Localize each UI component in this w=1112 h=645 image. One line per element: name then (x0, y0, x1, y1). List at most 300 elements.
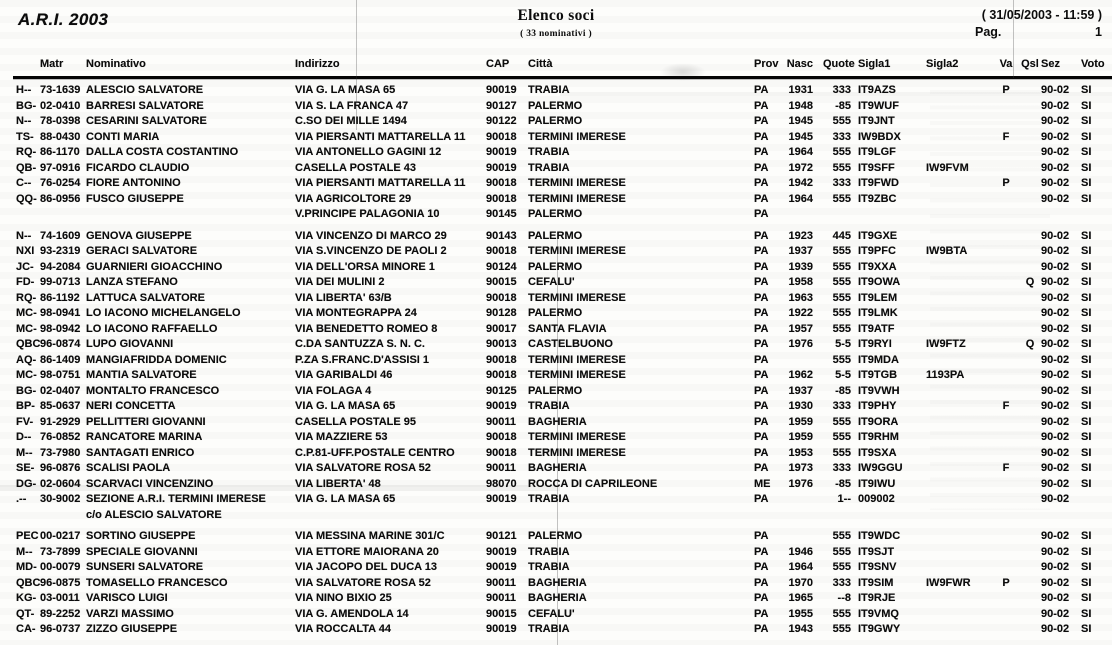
table-row (16, 529, 1111, 545)
cell-quote: 445 (832, 229, 851, 242)
cell-sigla1: IT9JNT (858, 115, 895, 127)
cell-sigla1: IT9LMK (858, 307, 898, 319)
cell-prefix: M-- (16, 545, 33, 558)
cell-prov: PA (754, 545, 769, 558)
cell-va: P (1002, 177, 1010, 189)
cell-prefix: MD- (16, 561, 37, 573)
cell-prov: PA (754, 192, 769, 205)
cell-citta: TRABIA (528, 161, 570, 174)
cell-cap: 90145 (486, 208, 517, 220)
cell-nominativo: MONTALTO FRANCESCO (86, 384, 220, 397)
cell-indirizzo: VIA PIERSANTI MATTARELLA 11 (295, 177, 466, 189)
cell-voto: SI (1081, 192, 1092, 205)
scan-smudge (660, 63, 706, 81)
scan-fold-line (557, 232, 558, 645)
cell-cap: 90019 (486, 623, 517, 635)
cell-nominativo: GUARNIERI GIOACCHINO (86, 260, 223, 273)
cell-sigla2: 1193PA (926, 369, 965, 381)
cell-matr: 76-0852 (40, 431, 81, 443)
cell-prov: PA (754, 307, 769, 319)
scan-fold-line (1013, 0, 1014, 78)
cell-sez: 90-02 (1041, 291, 1070, 304)
cell-cap: 90143 (486, 229, 517, 242)
cell-va: F (1002, 462, 1010, 474)
cell-sez: 90-02 (1041, 477, 1070, 490)
cell-cap: 90018 (486, 291, 517, 304)
col-header-indirizzo: Indirizzo (295, 58, 340, 70)
column-header-row (16, 57, 1111, 73)
cell-nasc: 1962 (788, 369, 813, 381)
cell-prefix: QBC (16, 338, 41, 350)
col-header-qsl: Qsl (1021, 58, 1039, 70)
cell-nasc: 1946 (788, 545, 813, 558)
page-label: Pag. (975, 25, 1002, 39)
cell-sigla1: IT9PHY (858, 400, 897, 412)
cell-voto: SI (1081, 576, 1092, 589)
cell-nominativo: MANTIA SALVATORE (86, 369, 197, 381)
cell-sez: 90-02 (1041, 353, 1070, 366)
cell-sez: 90-02 (1041, 607, 1070, 620)
cell-matr: 00-0217 (40, 530, 81, 542)
cell-nasc: 1964 (788, 192, 813, 205)
cell-indirizzo: C.P.81-UFF.POSTALE CENTRO (295, 446, 455, 459)
cell-sigla1: IT9GXE (858, 229, 898, 242)
cell-nominativo: GERACI SALVATORE (86, 245, 198, 257)
cell-voto: SI (1081, 177, 1092, 189)
cell-nominativo: SUNSERI SALVATORE (86, 561, 204, 573)
cell-nasc: 1970 (788, 576, 813, 589)
cell-nasc: 1953 (788, 446, 813, 459)
cell-cap: 90011 (486, 462, 516, 474)
cell-sigla2: IW9FWR (926, 576, 971, 589)
cell-citta: PALERMO (528, 530, 583, 542)
cell-sigla1: IT9XXA (858, 260, 897, 273)
cell-sigla1: IT9FWD (858, 177, 899, 189)
cell-quote: 555 (832, 260, 851, 273)
cell-matr: 76-0254 (40, 177, 81, 189)
cell-prov: PA (754, 369, 769, 381)
cell-nasc: 1965 (788, 592, 813, 604)
cell-prefix: M-- (16, 446, 33, 459)
cell-indirizzo: VIA G. LA MASA 65 (295, 84, 396, 96)
table-row (16, 591, 1111, 607)
cell-cap: 90018 (486, 177, 517, 189)
col-header-cap: CAP (486, 58, 510, 70)
cell-quote: 555 (832, 192, 851, 205)
cell-matr: 02-0604 (40, 477, 81, 490)
cell-citta: BAGHERIA (528, 592, 587, 604)
cell-indirizzo: VIA DELL'ORSA MINORE 1 (295, 260, 435, 273)
cell-matr: 02-0407 (40, 384, 81, 397)
cell-citta: SANTA FLAVIA (528, 322, 607, 335)
cell-nominativo: PELLITTERI GIOVANNI (86, 415, 206, 428)
cell-sigla1: IW9BDX (858, 130, 901, 143)
cell-citta: TERMINI IMERESE (528, 245, 626, 257)
cell-nasc: 1957 (788, 322, 813, 335)
cell-prov: PA (754, 130, 769, 143)
cell-indirizzo: C.SO DEI MILLE 1494 (295, 115, 407, 127)
cell-citta: CASTELBUONO (528, 338, 613, 350)
cell-prefix: DG- (16, 477, 37, 490)
col-header-nominativo: Nominativo (86, 58, 146, 70)
cell-nasc: 1964 (788, 146, 813, 158)
cell-nasc: 1976 (788, 338, 813, 350)
cell-qsl: Q (1025, 276, 1035, 288)
cell-voto: SI (1081, 431, 1092, 443)
cell-prefix: AQ- (16, 353, 37, 366)
cell-citta: ROCCA DI CAPRILEONE (528, 477, 658, 490)
cell-citta: PALERMO (528, 229, 583, 242)
cell-nasc: 1943 (788, 623, 813, 635)
cell-cap: 90018 (486, 431, 517, 443)
cell-voto: SI (1081, 353, 1092, 366)
col-header-voto: Voto (1081, 58, 1105, 70)
cell-nominativo: LANZA STEFANO (86, 276, 178, 288)
cell-sez: 90-02 (1041, 415, 1070, 428)
cell-quote: 5-5 (835, 338, 851, 350)
cell-prefix: QQ- (16, 192, 37, 205)
cell-quote: 555 (832, 623, 851, 635)
cell-matr: 93-2319 (40, 245, 81, 257)
cell-indirizzo: VIA SALVATORE ROSA 52 (295, 462, 431, 474)
cell-matr: 74-1609 (40, 229, 81, 242)
col-header-quote: Quote (823, 58, 855, 70)
cell-citta: BAGHERIA (528, 462, 587, 474)
cell-voto: SI (1081, 84, 1092, 96)
cell-voto: SI (1081, 415, 1092, 428)
cell-nominativo: c/o ALESCIO SALVATORE (86, 508, 222, 521)
cell-sigla1: IT9WDC (858, 530, 901, 542)
scan-smudge (930, 90, 1050, 510)
cell-prov: PA (754, 177, 769, 189)
col-header-matr: Matr (40, 58, 64, 70)
report-meta (887, 8, 1102, 39)
cell-quote: 555 (832, 307, 851, 319)
cell-nasc: 1931 (788, 84, 813, 96)
cell-matr: 02-0410 (40, 99, 81, 112)
cell-citta: PALERMO (528, 115, 583, 127)
cell-quote: 5-5 (835, 369, 851, 381)
cell-matr: 73-7899 (40, 545, 81, 558)
cell-citta: TERMINI IMERESE (528, 369, 626, 381)
cell-quote: 333 (832, 130, 851, 143)
cell-matr: 91-2929 (40, 415, 81, 428)
header-divider (13, 76, 1112, 79)
member-count: ( 33 nominativi ) (520, 29, 592, 39)
cell-quote: -85 (835, 384, 851, 397)
cell-voto: SI (1081, 161, 1092, 174)
cell-indirizzo: VIA S.VINCENZO DE PAOLI 2 (295, 245, 447, 257)
cell-indirizzo: CASELLA POSTALE 43 (295, 161, 417, 174)
cell-nasc: 1958 (788, 276, 813, 288)
cell-sez: 90-02 (1041, 338, 1070, 350)
cell-prefix: D-- (16, 431, 32, 443)
cell-nominativo: NERI CONCETTA (86, 400, 176, 412)
cell-voto: SI (1081, 607, 1092, 620)
cell-qsl: Q (1025, 338, 1035, 350)
cell-prefix: RQ- (16, 146, 37, 158)
cell-citta: CEFALU' (528, 276, 575, 288)
cell-sigla1: IT9ORA (858, 415, 899, 428)
page-number: 1 (1095, 25, 1102, 39)
cell-sez: 90-02 (1041, 322, 1070, 335)
cell-prov: PA (754, 260, 769, 273)
col-header-va: Va (999, 58, 1013, 70)
cell-indirizzo: VIA S. LA FRANCA 47 (295, 99, 409, 112)
cell-prov: PA (754, 400, 769, 412)
cell-sez: 90-02 (1041, 177, 1070, 189)
cell-sigla1: IT9SIM (858, 576, 894, 589)
cell-prov: ME (754, 477, 771, 490)
cell-matr: 98-0942 (40, 322, 81, 335)
cell-prov: PA (754, 276, 769, 288)
table-row (16, 622, 1111, 638)
cell-prefix: MC- (16, 369, 37, 381)
cell-quote: 555 (832, 415, 851, 428)
cell-nasc: 1942 (788, 177, 813, 189)
cell-matr: 86-0956 (40, 192, 81, 205)
cell-nominativo: FUSCO GIUSEPPE (86, 192, 184, 205)
cell-voto: SI (1081, 561, 1092, 573)
cell-nominativo: VARZI MASSIMO (86, 607, 174, 620)
cell-sez: 90-02 (1041, 561, 1070, 573)
cell-citta: TRABIA (528, 493, 570, 505)
cell-indirizzo: C.DA SANTUZZA S. N. C. (295, 338, 425, 350)
cell-nominativo: FICARDO CLAUDIO (86, 161, 190, 174)
cell-sigla1: IT9TGB (858, 369, 898, 381)
cell-voto: SI (1081, 130, 1092, 143)
cell-prefix: SE- (16, 462, 35, 474)
cell-prefix: N-- (16, 229, 32, 242)
cell-prov: PA (754, 415, 769, 428)
cell-prefix: .-- (16, 493, 27, 505)
cell-nominativo: SORTINO GIUSEPPE (86, 530, 196, 542)
cell-nominativo: SCALISI PAOLA (86, 462, 171, 474)
cell-sigla1: IT9VMQ (858, 607, 899, 620)
cell-voto: SI (1081, 623, 1092, 635)
cell-cap: 90013 (486, 338, 517, 350)
col-header-prov: Prov (754, 58, 779, 70)
cell-cap: 90019 (486, 161, 517, 174)
cell-indirizzo: VIA G. AMENDOLA 14 (295, 607, 409, 620)
cell-nasc: 1945 (788, 115, 813, 127)
cell-voto: SI (1081, 245, 1092, 257)
cell-nominativo: CESARINI SALVATORE (86, 115, 207, 127)
cell-matr: 86-1170 (40, 146, 80, 158)
col-header-sigla2: Sigla2 (926, 58, 959, 70)
cell-indirizzo: VIA MAZZIERE 53 (295, 431, 388, 443)
cell-sez: 90-02 (1041, 84, 1070, 96)
cell-quote: 333 (832, 84, 851, 96)
cell-cap: 90019 (486, 561, 517, 573)
table-row (16, 576, 1111, 592)
cell-indirizzo: CASELLA POSTALE 95 (295, 415, 417, 428)
cell-voto: SI (1081, 462, 1092, 474)
cell-quote: 555 (832, 146, 851, 158)
cell-nasc: 1964 (788, 561, 813, 573)
cell-quote: 555 (832, 561, 851, 573)
cell-voto: SI (1081, 446, 1092, 459)
cell-quote: 555 (832, 545, 851, 558)
cell-indirizzo: VIA BENEDETTO ROMEO 8 (295, 322, 438, 335)
cell-quote: 555 (832, 353, 851, 366)
cell-nominativo: ZIZZO GIUSEPPE (86, 623, 178, 635)
cell-prov: PA (754, 245, 769, 257)
scan-streak (560, 92, 1112, 96)
cell-matr: 78-0398 (40, 115, 81, 127)
cell-prov: PA (754, 99, 769, 112)
cell-prefix: TS- (16, 130, 34, 143)
cell-quote: 555 (832, 291, 851, 304)
cell-nominativo: ALESCIO SALVATORE (86, 84, 204, 96)
cell-cap: 98070 (486, 477, 517, 490)
cell-va: P (1002, 84, 1010, 96)
cell-voto: SI (1081, 276, 1092, 288)
cell-quote: 555 (832, 322, 851, 335)
cell-nominativo: SCARVACI VINCENZINO (86, 477, 214, 490)
cell-nominativo: SPECIALE GIOVANNI (86, 545, 198, 558)
cell-quote: 555 (832, 161, 851, 174)
cell-prov: PA (754, 161, 769, 174)
cell-cap: 90017 (486, 322, 517, 335)
cell-prov: PA (754, 561, 769, 573)
cell-prov: PA (754, 607, 769, 620)
cell-sigla1: IT9OWA (858, 276, 901, 288)
col-header-citta: Città (528, 58, 553, 70)
cell-cap: 90015 (486, 276, 517, 288)
cell-indirizzo: VIA JACOPO DEL DUCA 13 (295, 561, 438, 573)
cell-prefix: QB- (16, 161, 37, 174)
cell-sigla1: IT9MDA (858, 353, 899, 366)
cell-matr: 99-0713 (40, 276, 81, 288)
cell-sigla1: 009002 (858, 493, 895, 505)
cell-voto: SI (1081, 146, 1092, 158)
cell-sez: 90-02 (1041, 192, 1070, 205)
cell-voto: SI (1081, 307, 1092, 319)
cell-cap: 90122 (486, 115, 517, 127)
cell-sez: 90-02 (1041, 307, 1070, 319)
cell-prefix: MC- (16, 307, 37, 319)
cell-sigla1: IT9WUF (858, 99, 899, 112)
cell-indirizzo: VIA LIBERTA' 63/B (295, 291, 392, 304)
cell-quote: 555 (832, 530, 851, 542)
cell-matr: 88-0430 (40, 130, 81, 143)
cell-nasc: 1963 (788, 291, 813, 304)
cell-quote: 333 (832, 462, 851, 474)
cell-indirizzo: VIA SALVATORE ROSA 52 (295, 576, 431, 589)
cell-citta: TRABIA (528, 561, 570, 573)
cell-nasc: 1972 (788, 161, 813, 174)
cell-sez: 90-02 (1041, 161, 1070, 174)
cell-prov: PA (754, 146, 769, 158)
cell-sigla2: IW9FVM (926, 161, 969, 174)
cell-prov: PA (754, 322, 769, 335)
cell-indirizzo: VIA G. LA MASA 65 (295, 400, 396, 412)
scan-streak (0, 485, 560, 491)
cell-nominativo: LATTUCA SALVATORE (86, 291, 205, 304)
cell-cap: 90019 (486, 493, 517, 505)
cell-cap: 90018 (486, 192, 517, 205)
cell-voto: SI (1081, 369, 1092, 381)
cell-indirizzo: VIA FOLAGA 4 (295, 384, 372, 397)
cell-matr: 96-0874 (40, 338, 81, 350)
cell-indirizzo: VIA DEI MULINI 2 (295, 276, 385, 288)
cell-quote: -85 (835, 477, 851, 490)
cell-sigla2: IW9BTA (926, 245, 968, 257)
cell-indirizzo: VIA ANTONELLO GAGINI 12 (295, 146, 442, 158)
cell-voto: SI (1081, 229, 1092, 242)
cell-nominativo: VARISCO LUIGI (86, 592, 168, 604)
cell-nasc: 1959 (788, 415, 813, 428)
cell-sigla1: IT9SXA (858, 446, 897, 459)
cell-indirizzo: VIA ROCCALTA 44 (295, 623, 391, 635)
cell-cap: 90011 (486, 592, 516, 604)
cell-prov: PA (754, 576, 769, 589)
cell-cap: 90018 (486, 369, 517, 381)
cell-sigla1: IT9LGF (858, 146, 896, 158)
cell-prefix: FD- (16, 276, 35, 288)
cell-voto: SI (1081, 338, 1092, 350)
cell-indirizzo: VIA G. LA MASA 65 (295, 493, 396, 505)
cell-citta: BAGHERIA (528, 576, 587, 589)
cell-cap: 90124 (486, 260, 517, 273)
cell-nominativo: DALLA COSTA COSTANTINO (86, 146, 239, 158)
cell-voto: SI (1081, 260, 1092, 273)
cell-voto: SI (1081, 592, 1092, 604)
cell-nominativo: CONTI MARIA (86, 130, 160, 143)
cell-cap: 90128 (486, 307, 517, 319)
cell-cap: 90125 (486, 384, 517, 397)
cell-prov: PA (754, 592, 769, 604)
cell-sez: 90-02 (1041, 99, 1070, 112)
cell-nominativo: TOMASELLO FRANCESCO (86, 576, 228, 589)
cell-matr: 30-9002 (40, 493, 81, 505)
cell-citta: TRABIA (528, 400, 570, 412)
cell-citta: TERMINI IMERESE (528, 192, 626, 205)
cell-cap: 90121 (486, 530, 517, 542)
cell-sigla1: IT9LEM (858, 291, 898, 304)
cell-sez: 90-02 (1041, 623, 1070, 635)
table-row (16, 560, 1111, 576)
cell-nasc: 1955 (788, 607, 813, 620)
cell-indirizzo: VIA ETTORE MAIORANA 20 (295, 545, 439, 558)
cell-prov: PA (754, 462, 769, 474)
cell-sez: 90-02 (1041, 369, 1070, 381)
cell-citta: TERMINI IMERESE (528, 291, 626, 304)
cell-citta: CEFALU' (528, 607, 575, 620)
cell-sigla1: IT9RHM (858, 431, 899, 443)
cell-sez: 90-02 (1041, 493, 1070, 505)
cell-sez: 90-02 (1041, 276, 1070, 288)
cell-sigla1: IT9SNV (858, 561, 897, 573)
cell-voto: SI (1081, 530, 1092, 542)
cell-indirizzo: VIA GARIBALDI 46 (295, 369, 393, 381)
cell-quote: 555 (832, 431, 851, 443)
cell-prov: PA (754, 431, 769, 443)
cell-voto: SI (1081, 400, 1092, 412)
cell-indirizzo: V.PRINCIPE PALAGONIA 10 (295, 208, 440, 220)
cell-quote: -85 (835, 99, 851, 112)
cell-indirizzo: VIA VINCENZO DI MARCO 29 (295, 229, 447, 242)
cell-sigla1: IT9RYI (858, 338, 892, 350)
cell-sez: 90-02 (1041, 462, 1070, 474)
cell-voto: SI (1081, 545, 1092, 558)
cell-nasc: 1945 (788, 130, 813, 143)
cell-nasc: 1922 (788, 307, 813, 319)
cell-nominativo: SANTAGATI ENRICO (86, 446, 195, 459)
cell-matr: 85-0637 (40, 400, 81, 412)
cell-citta: PALERMO (528, 260, 583, 273)
